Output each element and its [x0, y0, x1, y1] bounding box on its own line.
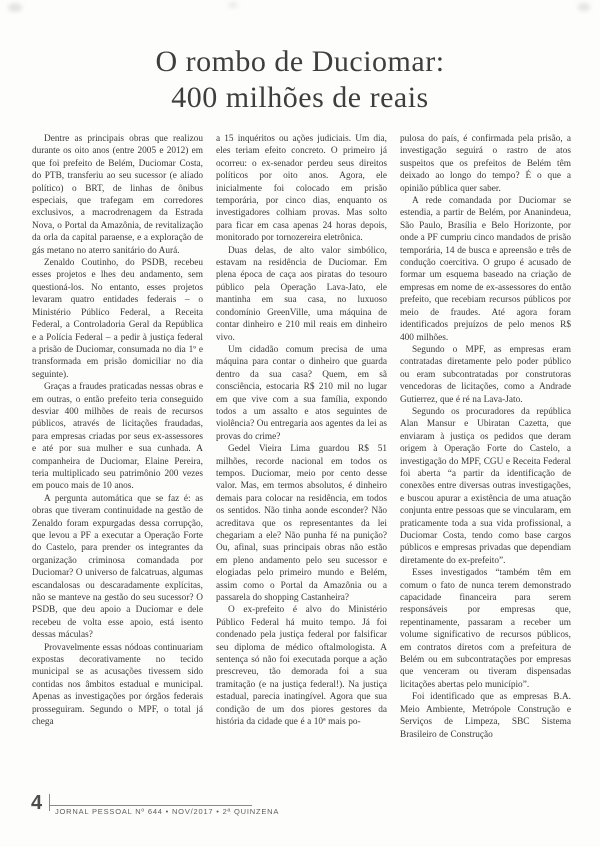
article-paragraph: Foi identificado que as empresas B.A. Meio Ambiente, Metrópole Construção e Serviços de Limpeza, SBC Sistema Brasileiro de Construção	[400, 692, 571, 740]
article-paragraph: A rede comandada por Duciomar se estendia, a partir de Belém, por Ananindeua, São Paulo, Brasília e Belo Horizonte, por onde a PF cumpriu cinco mandados de prisão temporária, 14 de busca e apreensão e três de condução coercitiva. O grupo é acusado de formar um esquema baseado na criação de empresas em nome de ex-assessores do então prefeito, que recebiam recursos públicos por meio de fraudes. Até agora foram identificados prejuízos de pelo menos R$ 400 milhões.	[400, 196, 571, 343]
journal-issue-line: JORNAL PESSOAL Nº 644 • NOV/2017 • 2ª QUINZENA	[55, 807, 280, 816]
page-number: 4	[31, 792, 43, 814]
footer-rule	[49, 805, 252, 806]
headline-line-1: O rombo de Duciomar:	[155, 45, 445, 78]
article-paragraph: pulosa do país, é confirmada pela prisão, a investigação seguirá o rastro de atos suspeitos que os prefeitos de Belém têm deixado ao longo do tempo? É o que a opinião pública quer saber.	[400, 134, 571, 194]
article-paragraph: O ex-prefeito é alvo do Ministério Público Federal há muito tempo. Já foi condenado pela justiça federal por falsificar seu diploma de médico oftalmologista. A sentença só não foi executada porque a ação prescreveu, tão demorada foi a sua tramitação (e na justiça federal!). Na justiça estadual, parecia inatingível. Agora que sua condição de um dos piores gestores da história da cidade que é a 10ª mais po-	[216, 605, 387, 728]
article-paragraph: Graças a fraudes praticadas nessas obras e em outras, o então prefeito teria conseguido desviar 400 milhões de reais de recursos públicos, através de licitações fraudadas, para empresas criadas por seus ex-assessores e até por sua mulher e sua cunhada. A companheira de Duciomar, Elaine Pereira, teria multiplicado seu patrimônio 200 vezes em pouco mais de 10 anos.	[32, 382, 203, 492]
article-paragraph: Dentre as principais obras que realizou durante os oito anos (entre 2005 e 2012) em que foi prefeito de Belém, Duciomar Costa, do PTB, transferiu ao seu sucessor (e aliado político) o BRT, de linhas de ônibus especiais, que trafegam em corredores exclusivos, a macrodrenagem da Estrada Nova, o Portal da Amazônia, de revitalização da orla da capital paraense, e a exploração de gás metano no aterro sanitário do Aurá.	[32, 134, 203, 256]
page-footer	[0, 792, 600, 822]
footer-crop-mark	[49, 794, 50, 811]
article-paragraph: Um cidadão comum precisa de uma máquina para contar o dinheiro que guarda dentro da sua casa? Quem, em sã consciência, estocaria R$ 210 mil no lugar em que vive com a sua família, expondo todos a um assalto e atos seguintes de violência? Ou entregaria aos agentes da lei as provas do crime?	[216, 344, 387, 442]
article-paragraph: a 15 inquéritos ou ações judiciais. Um dia, eles teriam efeito concreto. O primeiro já ocorreu: o ex-senador perdeu seus direitos políticos por oito anos. Agora, ele inicialmente foi colocado em prisão temporária, por cinco dias, enquanto os investigadores colhiam provas. Mas solto para ficar em casa apenas 24 horas depois, monitorado por tornozereira eletrônica.	[216, 134, 387, 244]
article-paragraph: Zenaldo Coutinho, do PSDB, recebeu esses projetos e lhes deu andamento, sem questioná-los. No entanto, esses projetos levaram quatro entidades federais – o Ministério Público Federal, a Receita Federal, a Controladoria Geral da República e a Polícia Federal – a pedir à justiça federal a prisão de Duciomar, consumada no dia 1º e transformada em prisão domiciliar no dia seguinte).	[32, 258, 203, 380]
headline-line-2: 400 milhões de reais	[171, 81, 429, 114]
scan-smudge	[8, 3, 22, 12]
article-paragraph: Duas delas, de alto valor simbólico, estavam na residência de Duciomar. Em plena época de caça aos piratas do tesouro público pela Operação Lava-Jato, ele mantinha em sua casa, no luxuoso condomínio GreenVille, uma máquina de contar dinheiro e 210 mil reais em dinheiro vivo.	[216, 245, 387, 343]
article-headline	[0, 44, 600, 116]
article-paragraph: Segundo os procuradores da república Alan Mansur e Ubiratan Cazetta, que enviaram à justiça os pedidos que deram origem à Operação Forte do Castelo, a investigação do MPF, CGU e Receita Federal foi aberta “a partir da identificação de conexões entre diversas outras investigações, e buscou apurar a existência de uma atuação conjunta entre pessoas que se vincularam, em praticamente toda a sua vida profissional, a Duciomar Costa, tendo como base cargos públicos e empresas privadas que dependiam diretamente do ex-prefeito”.	[400, 406, 571, 566]
article-paragraph: A pergunta automática que se faz é: as obras que tiveram continuidade na gestão de Zenaldo foram expurgadas dessa corrupção, que levou a PF a executar a Operação Forte do Castelo, para prender os integrantes da organização criminosa comandada por Duciomar? O universo de falcatruas, algumas escandalosas ou descaradamente explícitas, não se manteve na gestão do seu sucessor? O PSDB, que deu apoio a Duciomar e dele recebeu de volta esse apoio, está isento dessas máculas?	[32, 493, 203, 641]
article-paragraph: Segundo o MPF, as empresas eram contratadas diretamente pelo poder público ou eram subcontratadas por construtoras vencedoras de licitações, como a Andrade Gutierrez, que é ré na Lava-Jato.	[400, 344, 571, 405]
article-column-1	[32, 133, 203, 793]
article-body	[32, 133, 571, 793]
article-paragraph: Esses investigados “também têm em comum o fato de nunca terem demonstrado capacidade financeira para serem responsáveis por empresas que, repentinamente, passaram a receber um volume significativo de recursos públicos, em contratos diretos com a prefeitura de Belém ou em subcontratações por empresas que venceram ou tiveram dispensadas licitações abertas pelo município”.	[400, 568, 571, 690]
scan-smudge	[578, 3, 590, 11]
article-column-2	[216, 133, 387, 793]
article-paragraph: Provavelmente essas nódoas continuariam expostas decorativamente no tecido municipal se as acusações tivessem sido contidas nos âmbitos estadual e municipal. Apenas as investigações por órgãos federais prosseguiram. Segundo o MPF, o total já chega	[32, 642, 203, 728]
scan-smudge	[228, 2, 238, 8]
article-column-3	[400, 133, 571, 793]
article-paragraph: Gedel Vieira Lima guardou R$ 51 milhões, recorde nacional em todos os tempos. Duciomar, meio por cento desse valor. Mas, em termos absolutos, é dinheiro demais para colocar na residência, em todos os sentidos. Não tinha aonde esconder? Não acreditava que os representantes da lei chegariam a ele? Não punha fé na punição? Ou, afinal, suas principais obras não estão em pleno andamento pelo seu sucessor e elogiadas pelo primeiro mundo e Belém, assim como o Portal da Amazônia ou a passarela do shopping Castanheira?	[216, 444, 387, 604]
